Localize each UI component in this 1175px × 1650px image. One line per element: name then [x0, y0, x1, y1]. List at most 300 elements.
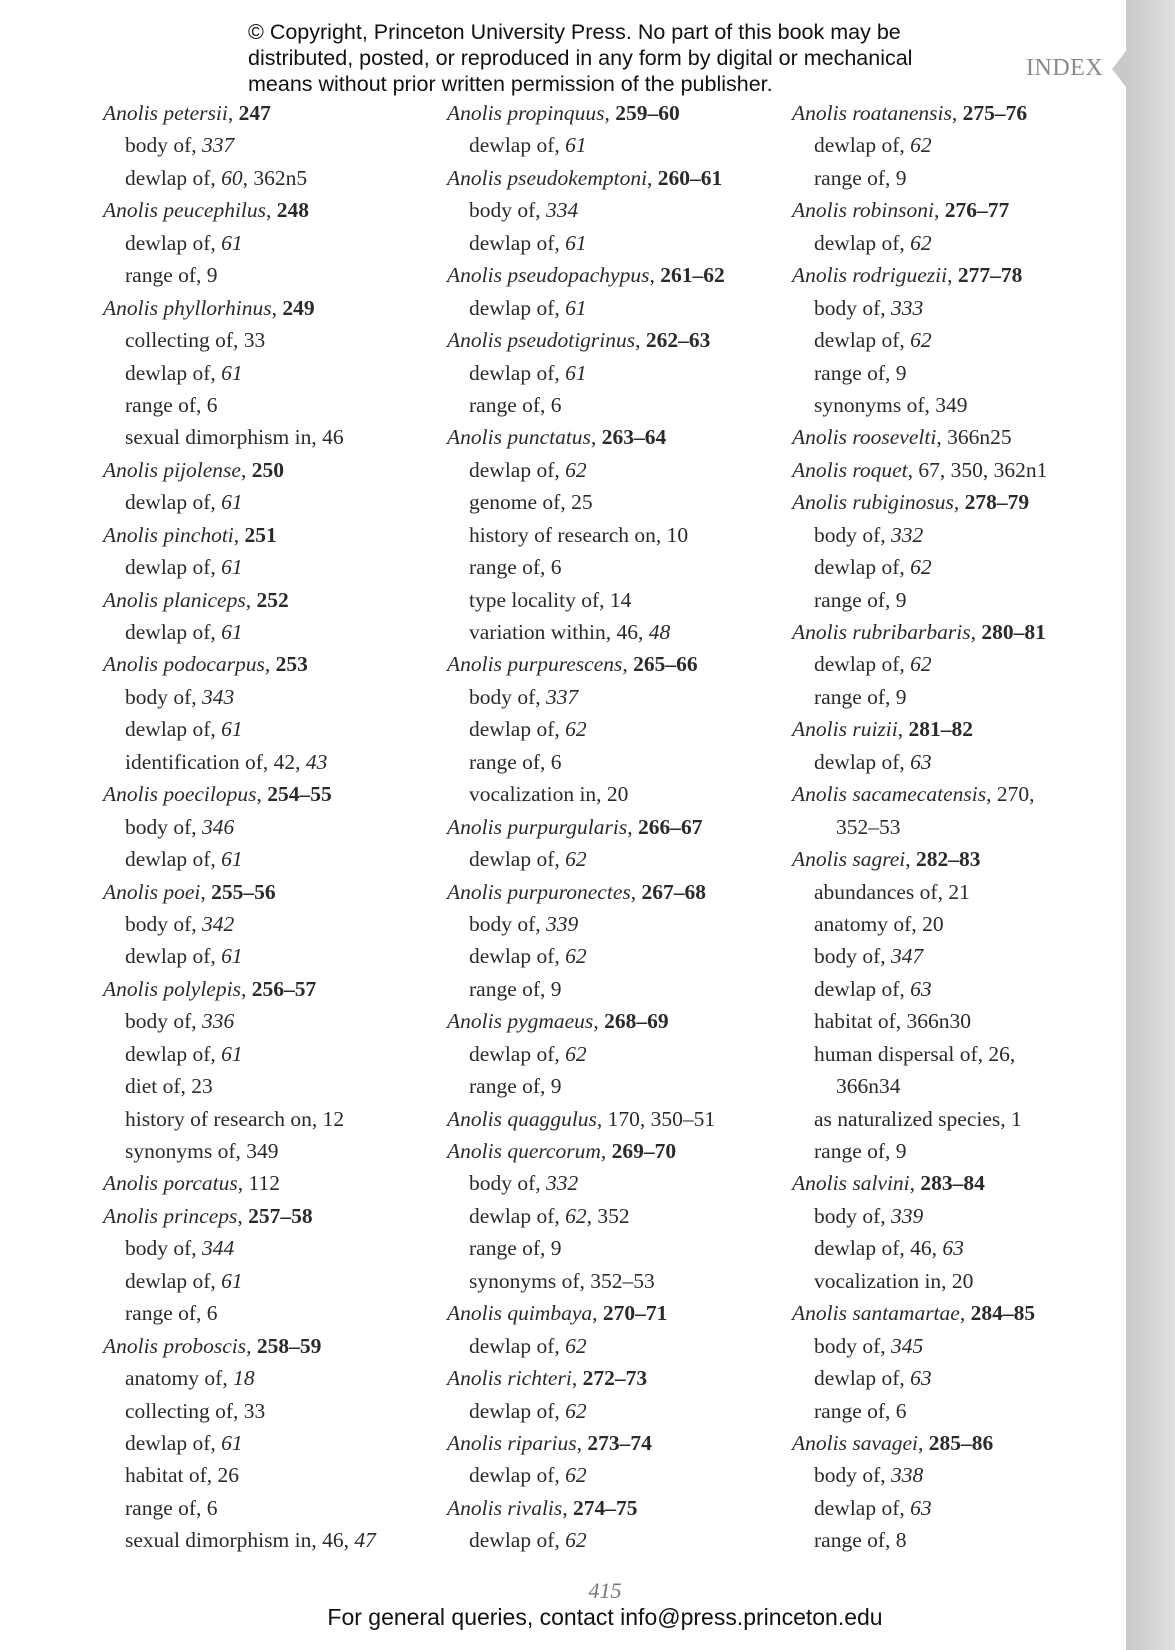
entry-text: , — [947, 263, 958, 288]
italic-text: Anolis porcatus — [103, 1171, 238, 1196]
index-entry — [103, 1200, 433, 1232]
index-subentry — [103, 259, 433, 291]
entry-text: , — [562, 1495, 574, 1520]
italic-text: Anolis purpurgularis — [447, 814, 628, 839]
bold-page-ref: 276–77 — [944, 198, 1010, 223]
entry-text: collecting of, 33 — [125, 1398, 266, 1423]
italic-text: 62 — [565, 717, 587, 742]
index-subentry — [792, 1135, 1122, 1167]
italic-text: Anolis ruizii — [792, 717, 898, 742]
bold-page-ref: 281–82 — [908, 717, 973, 742]
italic-text: 62 — [565, 1333, 587, 1358]
italic-text: Anolis riparius — [447, 1430, 577, 1455]
index-subentry — [103, 1103, 433, 1135]
index-subentry — [447, 1524, 777, 1556]
italic-text: 342 — [202, 911, 235, 936]
entry-text: genome of, 25 — [469, 490, 593, 515]
index-subentry — [103, 1135, 433, 1167]
index-entry — [103, 194, 433, 226]
italic-text: 62 — [565, 1528, 587, 1553]
entry-text: , — [576, 1430, 588, 1455]
page-number: 415 — [588, 1578, 622, 1603]
italic-text: 62 — [565, 1398, 587, 1423]
index-subentry — [792, 1265, 1122, 1297]
index-subentry — [103, 843, 433, 875]
italic-text: 61 — [221, 1430, 243, 1455]
index-subentry — [447, 519, 777, 551]
italic-text: 63 — [910, 976, 932, 1001]
index-entry — [792, 1427, 1122, 1459]
index-subentry — [103, 551, 433, 583]
italic-text: 61 — [221, 717, 243, 742]
bold-page-ref: 265–66 — [633, 652, 698, 677]
index-subentry — [447, 1459, 777, 1491]
index-subentry — [792, 1524, 1122, 1556]
index-subentry — [447, 1232, 777, 1264]
entry-text: , — [571, 1366, 583, 1391]
entry-text: dewlap of, — [469, 1398, 566, 1423]
index-subentry — [103, 324, 433, 356]
entry-text: , — [592, 1301, 603, 1326]
index-subentry — [103, 908, 433, 940]
index-subentry — [447, 129, 777, 161]
entry-text: , — [905, 847, 917, 872]
index-entry — [792, 259, 1122, 291]
bold-page-ref: 285–86 — [928, 1430, 994, 1455]
italic-text: 344 — [202, 1236, 235, 1261]
entry-text: dewlap of, — [469, 847, 566, 872]
index-subentry — [792, 1395, 1122, 1427]
italic-text: 61 — [221, 360, 243, 385]
italic-text: Anolis peucephilus — [103, 198, 267, 223]
italic-text: Anolis rubiginosus — [792, 490, 954, 515]
italic-text: Anolis rivalis — [447, 1495, 563, 1520]
index-subentry — [447, 616, 777, 648]
entry-text: , — [245, 587, 257, 612]
italic-text: 62 — [910, 133, 932, 158]
entry-text: dewlap of, — [469, 944, 566, 969]
index-subentry — [792, 162, 1122, 194]
index-subentry — [447, 486, 777, 518]
entry-text: dewlap of, — [469, 360, 566, 385]
italic-text: Anolis pseudopachypus — [447, 263, 650, 288]
index-entry — [447, 648, 777, 680]
index-subentry — [103, 486, 433, 518]
italic-text: Anolis podocarpus — [103, 652, 265, 677]
index-entry — [447, 1103, 777, 1135]
index-entry — [447, 97, 777, 129]
index-subentry — [103, 746, 433, 778]
index-subentry — [103, 811, 433, 843]
entry-text: , — [200, 879, 212, 904]
section-label: INDEX — [1026, 55, 1104, 81]
index-subentry — [103, 713, 433, 745]
italic-text: 346 — [202, 814, 235, 839]
entry-text: , — [266, 198, 277, 223]
index-subentry — [103, 227, 433, 259]
entry-text: range of, 9 — [814, 587, 907, 612]
entry-text: , 270, — [986, 782, 1035, 807]
index-entry — [447, 259, 777, 291]
entry-text: , — [951, 101, 963, 125]
entry-text: dewlap of, — [814, 133, 911, 158]
index-entry — [447, 1135, 777, 1167]
entry-text: habitat of, 26 — [125, 1463, 240, 1488]
entry-text: dewlap of, — [469, 717, 566, 742]
entry-text: range of, 6 — [469, 392, 562, 417]
index-entry — [447, 162, 777, 194]
index-subentry — [103, 1395, 433, 1427]
entry-text: as naturalized species, 1 — [814, 1106, 1022, 1131]
index-subentry — [792, 1492, 1122, 1524]
bold-page-ref: 284–85 — [970, 1301, 1036, 1326]
entry-text: vocalization in, 20 — [469, 782, 629, 807]
entry-text: , — [246, 1333, 257, 1358]
index-subentry — [103, 357, 433, 389]
italic-text: Anolis sagrei — [792, 847, 906, 872]
index-subentry — [792, 1362, 1122, 1394]
entry-text: range of, 9 — [469, 1074, 562, 1099]
footer-contact: For general queries, contact info@press.princeton.edu — [327, 1604, 883, 1630]
italic-text: 332 — [891, 522, 924, 547]
italic-text: 62 — [565, 1041, 587, 1066]
entry-text: , — [233, 522, 245, 547]
italic-text: Anolis quercorum — [447, 1139, 601, 1163]
index-subentry — [447, 1200, 777, 1232]
italic-text: 62 — [565, 457, 587, 482]
index-entry — [447, 1297, 777, 1329]
italic-text: Anolis punctatus — [447, 425, 591, 450]
italic-text: 47 — [354, 1528, 376, 1553]
index-subentry — [447, 584, 777, 616]
index-entry — [447, 1005, 777, 1037]
bold-page-ref: 270–71 — [602, 1301, 668, 1326]
italic-text: 339 — [546, 911, 579, 936]
entry-text: range of, 9 — [814, 1139, 907, 1163]
index-entry — [103, 778, 433, 810]
index-subentry — [792, 648, 1122, 680]
entry-text: , — [933, 198, 945, 223]
entry-text: , — [604, 101, 616, 125]
bold-page-ref: 268–69 — [604, 1009, 669, 1034]
entry-text: dewlap of, — [469, 457, 566, 482]
index-subentry — [103, 616, 433, 648]
bold-page-ref: 248 — [276, 198, 310, 223]
bold-page-ref: 267–68 — [641, 879, 706, 904]
entry-text: , — [635, 328, 646, 353]
index-subentry — [447, 940, 777, 972]
index-subentry — [447, 713, 777, 745]
bold-page-ref: 260–61 — [657, 165, 723, 190]
index-subentry — [792, 292, 1122, 324]
index-entry — [792, 616, 1122, 648]
entry-text: , 67, 350, 362n1 — [907, 457, 1048, 482]
entry-text: body of, — [814, 522, 892, 547]
bold-page-ref: 274–75 — [573, 1495, 638, 1520]
italic-text: Anolis purpurescens — [447, 652, 623, 677]
entry-text: diet of, 23 — [125, 1074, 213, 1099]
entry-text: habitat of, 366n30 — [814, 1009, 972, 1034]
bold-page-ref: 263–64 — [601, 425, 667, 450]
entry-text: , — [953, 490, 965, 515]
entry-text: , — [918, 1430, 929, 1455]
italic-text: 63 — [942, 1236, 964, 1261]
index-continuation — [792, 1070, 1122, 1102]
index-subentry — [103, 1265, 433, 1297]
index-column-2 — [447, 97, 777, 1557]
italic-text: Anolis pinchoti — [103, 522, 234, 547]
italic-text: 61 — [221, 1041, 243, 1066]
index-entry — [792, 1297, 1122, 1329]
entry-text: , — [959, 1301, 971, 1326]
index-subentry — [103, 1297, 433, 1329]
entry-text: , — [622, 652, 634, 677]
entry-text: body of, — [814, 1203, 892, 1228]
entry-text: range of, 6 — [125, 1301, 218, 1326]
italic-text: Anolis salvini — [792, 1171, 910, 1196]
entry-text: range of, 9 — [814, 360, 907, 385]
italic-text: Anolis pseudotigrinus — [447, 328, 636, 353]
entry-text: dewlap of, — [469, 230, 566, 255]
bold-page-ref: 247 — [238, 101, 271, 125]
entry-text: , — [649, 263, 661, 288]
index-subentry — [447, 843, 777, 875]
entry-text: , — [593, 1009, 605, 1034]
index-subentry — [447, 551, 777, 583]
index-column-1 — [103, 97, 433, 1557]
index-subentry — [792, 324, 1122, 356]
index-entry — [792, 97, 1122, 129]
index-subentry — [447, 1038, 777, 1070]
entry-text: , — [897, 717, 909, 742]
index-subentry — [447, 292, 777, 324]
entry-text: identification of, 42, — [125, 749, 306, 774]
index-subentry — [792, 357, 1122, 389]
index-subentry — [792, 584, 1122, 616]
italic-text: 347 — [891, 944, 924, 969]
entry-text: body of, — [469, 198, 547, 223]
entry-text: , — [237, 1203, 249, 1228]
index-continuation — [792, 811, 1122, 843]
entry-text: dewlap of, — [814, 749, 911, 774]
entry-text: dewlap of, — [469, 1203, 566, 1228]
entry-text: body of, — [125, 684, 203, 709]
italic-text: Anolis purpuronectes — [447, 879, 631, 904]
entry-text: dewlap of, — [814, 328, 911, 353]
entry-text: , — [271, 295, 283, 320]
italic-text: 62 — [565, 1203, 587, 1228]
italic-text: 61 — [221, 620, 243, 644]
italic-text: 333 — [891, 295, 924, 320]
entry-text: dewlap of, — [125, 555, 222, 580]
index-subentry — [792, 681, 1122, 713]
italic-text: 332 — [546, 1171, 579, 1196]
index-subentry — [103, 1232, 433, 1264]
entry-text: body of, — [469, 1171, 547, 1196]
italic-text: 62 — [910, 652, 932, 677]
bold-page-ref: 257–58 — [248, 1203, 313, 1228]
index-subentry — [792, 973, 1122, 1005]
index-entry — [103, 1330, 433, 1362]
bold-page-ref: 258–59 — [256, 1333, 322, 1358]
bold-page-ref: 261–62 — [660, 263, 725, 288]
italic-text: 62 — [910, 555, 932, 580]
index-subentry — [103, 1362, 433, 1394]
italic-text: 61 — [221, 555, 243, 580]
entry-text: dewlap of, — [814, 976, 911, 1001]
index-entry — [103, 876, 433, 908]
entry-text: abundances of, 21 — [814, 879, 970, 904]
index-entry — [792, 454, 1122, 486]
bold-page-ref: 255–56 — [211, 879, 276, 904]
bold-page-ref: 278–79 — [964, 490, 1030, 515]
entry-text: collecting of, 33 — [125, 328, 266, 353]
italic-text: 61 — [565, 295, 587, 320]
entry-text: range of, 8 — [814, 1528, 907, 1553]
italic-text: Anolis petersii — [103, 101, 228, 125]
entry-text: range of, 6 — [125, 392, 218, 417]
index-subentry — [103, 940, 433, 972]
entry-text: dewlap of, — [469, 1463, 566, 1488]
index-entry — [103, 1167, 433, 1199]
entry-text: dewlap of, — [125, 944, 222, 969]
entry-text: dewlap of, 46, — [814, 1236, 943, 1261]
entry-text: range of, 9 — [469, 976, 562, 1001]
index-subentry — [792, 1103, 1122, 1135]
index-subentry — [103, 129, 433, 161]
bold-page-ref: 252 — [256, 587, 289, 612]
entry-text: dewlap of, — [125, 1041, 222, 1066]
entry-text: type locality of, 14 — [469, 587, 632, 612]
index-entry — [103, 292, 433, 324]
italic-text: 61 — [221, 230, 243, 255]
entry-text: dewlap of, — [125, 620, 222, 644]
entry-text: vocalization in, 20 — [814, 1268, 974, 1293]
index-subentry — [103, 389, 433, 421]
index-column-3 — [792, 97, 1122, 1557]
entry-text: , 352 — [586, 1203, 630, 1228]
index-subentry — [792, 746, 1122, 778]
index-subentry — [792, 129, 1122, 161]
italic-text: Anolis poecilopus — [103, 782, 257, 807]
index-subentry — [103, 1070, 433, 1102]
italic-text: 62 — [565, 944, 587, 969]
entry-text: history of research on, 10 — [469, 522, 689, 547]
bold-page-ref: 280–81 — [981, 620, 1046, 644]
bold-page-ref: 273–74 — [587, 1430, 652, 1455]
entry-text: history of research on, 12 — [125, 1106, 345, 1131]
index-entry — [103, 648, 433, 680]
bold-page-ref: 253 — [275, 652, 308, 677]
italic-text: 334 — [546, 198, 579, 223]
index-subentry — [447, 194, 777, 226]
entry-text: , — [627, 814, 638, 839]
italic-text: Anolis santamartae — [792, 1301, 960, 1326]
index-entry — [103, 584, 433, 616]
index-entry — [447, 324, 777, 356]
bold-page-ref: 249 — [282, 295, 315, 320]
bold-page-ref: 272–73 — [582, 1366, 648, 1391]
index-subentry — [792, 227, 1122, 259]
entry-text: body of, — [125, 133, 203, 158]
entry-text: range of, 6 — [125, 1495, 218, 1520]
entry-text: range of, 9 — [814, 684, 907, 709]
italic-text: Anolis poei — [103, 879, 201, 904]
index-subentry — [447, 1167, 777, 1199]
italic-text: 63 — [910, 749, 932, 774]
bold-page-ref: 283–84 — [920, 1171, 985, 1196]
index-subentry — [447, 908, 777, 940]
italic-text: 18 — [233, 1366, 255, 1391]
italic-text: 63 — [910, 1366, 932, 1391]
index-subentry — [792, 551, 1122, 583]
bold-page-ref: 262–63 — [645, 328, 711, 353]
italic-text: 339 — [891, 1203, 924, 1228]
entry-text: dewlap of, — [469, 133, 566, 158]
entry-text: body of, — [125, 1009, 203, 1034]
index-tab — [1126, 0, 1175, 1650]
italic-text: Anolis pygmaeus — [447, 1009, 594, 1034]
entry-text: , — [630, 879, 642, 904]
entry-text: , — [600, 1139, 612, 1163]
index-subentry — [103, 1492, 433, 1524]
entry-text: anatomy of, 20 — [814, 911, 944, 936]
index-subentry — [103, 1038, 433, 1070]
bold-page-ref: 277–78 — [957, 263, 1023, 288]
italic-text: 61 — [565, 230, 587, 255]
entry-text: dewlap of, — [469, 1333, 566, 1358]
entry-text: , 112 — [237, 1171, 280, 1196]
entry-text: dewlap of, — [125, 360, 222, 385]
index-entry — [103, 97, 433, 129]
entry-text: , — [227, 101, 239, 125]
index-entry — [792, 194, 1122, 226]
italic-text: 343 — [202, 684, 235, 709]
entry-text: human dispersal of, 26, — [814, 1041, 1016, 1066]
index-subentry — [792, 876, 1122, 908]
entry-text: body of, — [125, 1236, 203, 1261]
index-entry — [792, 1167, 1122, 1199]
italic-text: Anolis roosevelti — [792, 425, 937, 450]
index-subentry — [103, 162, 433, 194]
italic-text: Anolis phyllorhinus — [103, 295, 272, 320]
italic-text: Anolis roquet — [792, 457, 908, 482]
entry-text: dewlap of, — [814, 555, 911, 580]
entry-text: dewlap of, — [469, 295, 566, 320]
entry-text: 352–53 — [836, 814, 901, 839]
entry-text: body of, — [814, 1463, 892, 1488]
entry-text: , 362n5 — [242, 165, 308, 190]
entry-text: 366n34 — [836, 1074, 901, 1099]
entry-text: , — [970, 620, 982, 644]
index-tab-notch — [1112, 51, 1126, 87]
entry-text: synonyms of, 349 — [814, 392, 968, 417]
entry-text: dewlap of, — [469, 1528, 566, 1553]
italic-text: Anolis planiceps — [103, 587, 246, 612]
entry-text: dewlap of, — [125, 490, 222, 515]
entry-text: dewlap of, — [125, 1268, 222, 1293]
index-subentry — [447, 454, 777, 486]
italic-text: Anolis savagei — [792, 1430, 918, 1455]
italic-text: 61 — [565, 133, 587, 158]
italic-text: Anolis pseudokemptoni — [447, 165, 648, 190]
bold-page-ref: 259–60 — [615, 101, 680, 125]
entry-text: , — [647, 165, 658, 190]
bold-page-ref: 282–83 — [916, 847, 981, 872]
italic-text: 62 — [910, 328, 932, 353]
entry-text: body of, — [814, 944, 892, 969]
index-entry — [103, 454, 433, 486]
